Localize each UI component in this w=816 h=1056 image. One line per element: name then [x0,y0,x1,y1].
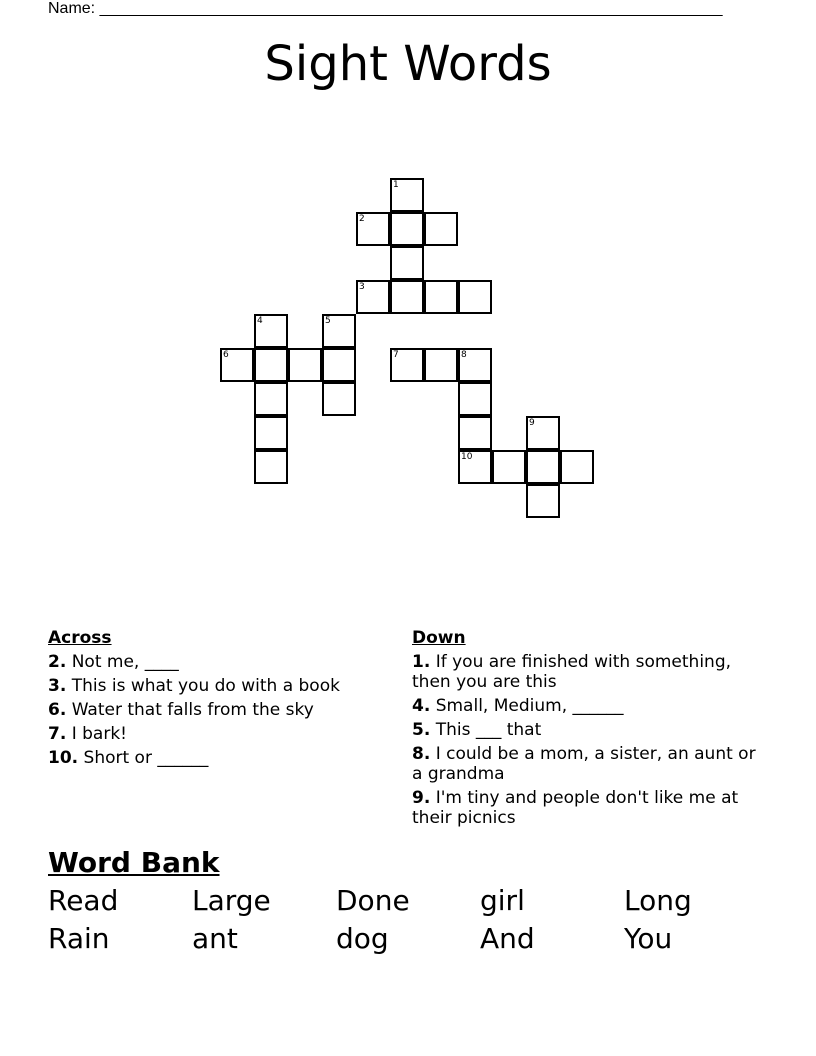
crossword-cell[interactable] [526,416,560,450]
word-bank-item: Done [336,884,410,917]
cell-number: 2 [359,214,365,224]
cell-number: 1 [393,180,399,190]
clue-text: Small, Medium, ______ [430,696,624,716]
word-bank-item: Long [624,884,692,917]
crossword-cell[interactable] [424,212,458,246]
clue-text: If you are finished with something, then you are this [412,652,732,692]
crossword-cell[interactable] [288,348,322,382]
down-clue [412,788,762,828]
crossword-cell[interactable] [220,348,254,382]
across-clues [48,628,368,772]
crossword-cell[interactable] [458,348,492,382]
crossword-cell[interactable] [560,450,594,484]
clue-number: 9. [412,788,431,808]
clue-text: I bark! [66,724,127,744]
clue-number: 7. [48,724,67,744]
name-field[interactable]: Name: ______________________________________________________________________ [48,0,723,17]
word-bank-item: ant [192,922,238,955]
crossword-cell[interactable] [458,280,492,314]
across-clue [48,748,368,768]
clue-number: 5. [412,720,431,740]
cell-number: 10 [461,452,473,462]
cell-number: 7 [393,350,399,360]
down-clues [412,628,762,832]
word-bank-title: Word Bank [48,846,220,879]
clue-number: 6. [48,700,67,720]
clue-text: Not me, ____ [66,652,179,672]
cell-number: 4 [257,316,263,326]
crossword-cell[interactable] [390,246,424,280]
word-bank-item: dog [336,922,389,955]
clue-number: 3. [48,676,67,696]
crossword-cell[interactable] [390,348,424,382]
across-clue [48,724,368,744]
crossword-cell[interactable] [458,416,492,450]
crossword-cell[interactable] [390,212,424,246]
clue-number: 10. [48,748,79,768]
cell-number: 3 [359,282,365,292]
clue-text: Short or ______ [78,748,209,768]
crossword-cell[interactable] [390,280,424,314]
across-clue [48,652,368,672]
crossword-cell[interactable] [526,484,560,518]
across-heading: Across [48,628,112,648]
clue-text: This is what you do with a book [66,676,340,696]
across-clue [48,676,368,696]
crossword-cell[interactable] [390,178,424,212]
clue-number: 4. [412,696,431,716]
crossword-cell[interactable] [254,382,288,416]
crossword-cell[interactable] [458,450,492,484]
crossword-cell[interactable] [254,416,288,450]
clue-number: 1. [412,652,431,672]
crossword-cell[interactable] [322,348,356,382]
crossword-cell[interactable] [458,382,492,416]
crossword-cell[interactable] [424,348,458,382]
crossword-cell[interactable] [356,280,390,314]
word-bank-item: girl [480,884,525,917]
crossword-cell[interactable] [424,280,458,314]
word-bank-item: You [624,922,673,955]
clue-text: Water that falls from the sky [66,700,314,720]
page-title: Sight Words [264,36,552,92]
down-clue [412,696,762,716]
word-bank [48,882,768,958]
crossword-cell[interactable] [322,314,356,348]
crossword-cell[interactable] [254,314,288,348]
cell-number: 9 [529,418,535,428]
across-clue [48,700,368,720]
word-bank-item: Read [48,884,119,917]
word-bank-item: And [480,922,535,955]
down-heading: Down [412,628,466,648]
down-clue [412,720,762,740]
crossword-cell[interactable] [526,450,560,484]
crossword-cell[interactable] [492,450,526,484]
crossword-cell[interactable] [254,450,288,484]
crossword-cell[interactable] [322,382,356,416]
clue-number: 8. [412,744,431,764]
clue-text: I'm tiny and people don't like me at their picnics [412,788,739,828]
cell-number: 8 [461,350,467,360]
crossword-cell[interactable] [254,348,288,382]
word-bank-item: Large [192,884,271,917]
clue-text: I could be a mom, a sister, an aunt or a grandma [412,744,756,784]
cell-number: 5 [325,316,331,326]
crossword-cell[interactable] [356,212,390,246]
down-clue [412,652,762,692]
cell-number: 6 [223,350,229,360]
clue-number: 2. [48,652,67,672]
clue-text: This ___ that [430,720,542,740]
down-clue [412,744,762,784]
word-bank-item: Rain [48,922,110,955]
